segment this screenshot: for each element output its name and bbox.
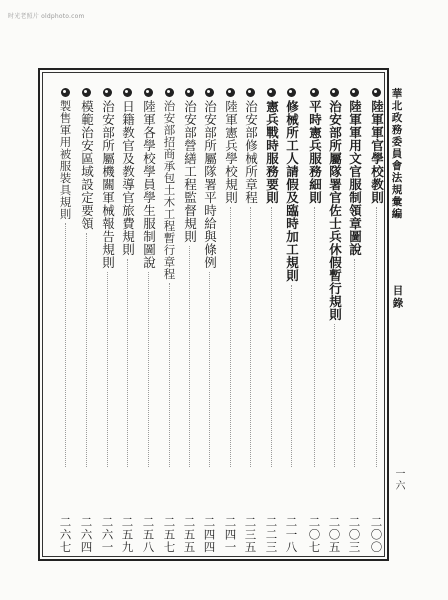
bullet-icon <box>82 88 91 97</box>
toc-entry-page: 二五七 <box>162 515 177 553</box>
toc-entry[interactable] <box>182 88 198 553</box>
toc-entry-title: 陸軍各學校學員學生服制圖說 <box>141 100 157 269</box>
bullet-icon <box>185 88 194 97</box>
toc-entry-title: 治安部所屬機關軍械報告規則 <box>100 100 116 269</box>
toc-entry-title: 陸軍憲兵學校規則 <box>223 100 239 204</box>
toc-entry-page: 二〇〇 <box>369 515 384 553</box>
toc-entry-page: 二六一 <box>100 515 115 553</box>
toc-entry-title: 陸軍軍用文官服制領章圖說 <box>347 100 363 256</box>
toc-entry[interactable] <box>347 88 363 553</box>
toc-entry-page: 二六四 <box>79 515 94 553</box>
dot-leader <box>209 272 210 467</box>
bullet-icon <box>205 88 214 97</box>
toc-entry-page: 二〇三 <box>347 515 362 553</box>
toc-entry-title: 製售軍用被服裝具規則 <box>58 100 73 220</box>
toc-entry[interactable] <box>223 88 239 553</box>
toc-entry-title: 憲兵戰時服務要則 <box>264 100 280 204</box>
toc-entry-page: 二一八 <box>284 515 299 553</box>
dot-leader <box>271 207 272 467</box>
toc-entry[interactable] <box>202 88 218 553</box>
toc-entry[interactable] <box>264 88 280 553</box>
toc-entry-title: 治安部所屬隊署官佐士兵休假暫行規則 <box>327 100 343 321</box>
bullet-icon <box>144 88 153 97</box>
dot-leader <box>250 207 251 467</box>
dot-leader <box>334 324 335 467</box>
section-title: 目錄 <box>391 285 404 310</box>
dot-leader <box>376 207 377 467</box>
toc-entry-title: 治安部修械所章程 <box>243 100 259 204</box>
bullet-icon <box>267 88 276 97</box>
toc-entry-page: 二六七 <box>58 515 73 553</box>
dot-leader <box>65 223 66 467</box>
toc-entry-page: 二三五 <box>243 515 258 553</box>
toc-entry-title: 平時憲兵服務細則 <box>307 100 323 204</box>
bullet-icon <box>61 88 70 97</box>
toc-entry-title: 陸軍軍官學校教則 <box>369 100 385 204</box>
toc-entry-page: 二四一 <box>223 515 238 553</box>
dot-leader <box>86 233 87 467</box>
bullet-icon <box>310 88 319 97</box>
dot-leader <box>291 285 292 467</box>
bullet-icon <box>165 88 174 97</box>
toc-entry-page: 二四四 <box>202 515 217 553</box>
dot-leader <box>189 246 190 467</box>
toc-entry-title: 治安部招商承包土木工程暫行章程 <box>162 100 177 280</box>
toc-entry[interactable] <box>58 88 74 553</box>
bullet-icon <box>246 88 255 97</box>
bullet-icon <box>123 88 132 97</box>
bullet-icon <box>330 88 339 97</box>
bullet-icon <box>103 88 112 97</box>
dot-leader <box>148 272 149 467</box>
toc-entry[interactable] <box>79 88 95 553</box>
toc-entry[interactable] <box>100 88 116 553</box>
toc-entry[interactable] <box>141 88 157 553</box>
bullet-icon <box>287 88 296 97</box>
toc-entry-title: 治安部營繕工程監督規則 <box>182 100 198 243</box>
page-number: 一六 <box>393 468 404 492</box>
dot-leader <box>230 207 231 467</box>
toc-entry[interactable] <box>369 88 385 553</box>
toc-entry-page: 二〇七 <box>307 515 322 553</box>
toc-entry-title: 修械所工人請假及臨時加工規則 <box>284 100 300 282</box>
toc-entry[interactable] <box>284 88 300 553</box>
toc-entry[interactable] <box>327 88 343 553</box>
watermark: 时光老照片 oldphoto.com <box>8 13 85 20</box>
toc-entry-title: 日籍教官及教導官旅費規則 <box>120 100 136 256</box>
book-title: 華北政務委員會法規彙編 <box>390 88 403 220</box>
toc-entry[interactable] <box>307 88 323 553</box>
toc-entry[interactable] <box>162 88 178 553</box>
dot-leader <box>354 259 355 467</box>
bullet-icon <box>226 88 235 97</box>
toc-entry-title: 模範治安區域設定要領 <box>79 100 95 230</box>
toc-entry-page: 二五五 <box>182 515 197 553</box>
dot-leader <box>107 272 108 467</box>
toc-entry-page: 二〇五 <box>327 515 342 553</box>
dot-leader <box>169 283 170 467</box>
toc-entry[interactable] <box>243 88 259 553</box>
toc-entry-page: 二五八 <box>141 515 156 553</box>
toc-entry-page: 二五九 <box>120 515 135 553</box>
toc-entry[interactable] <box>120 88 136 553</box>
bullet-icon <box>350 88 359 97</box>
toc-entry-title: 治安部所屬隊署平時給與條例 <box>202 100 218 269</box>
dot-leader <box>127 259 128 467</box>
bullet-icon <box>372 88 381 97</box>
toc-entry-page: 二二三 <box>264 515 279 553</box>
dot-leader <box>314 207 315 467</box>
